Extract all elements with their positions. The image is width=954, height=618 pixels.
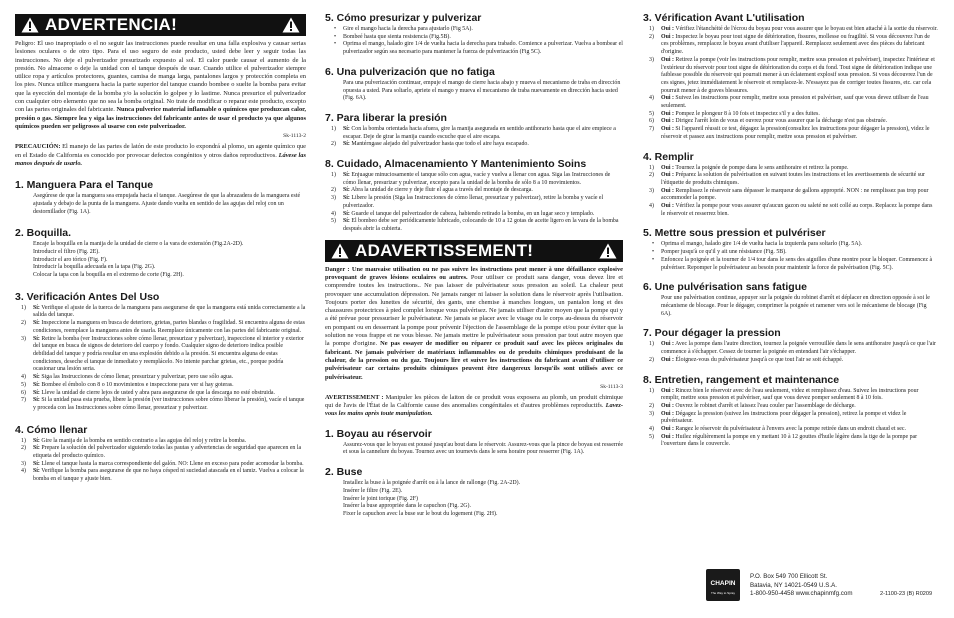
logo-subtext: The Way to Spray bbox=[711, 591, 735, 595]
item-number: 2) bbox=[649, 402, 654, 409]
item-number: 2) bbox=[331, 187, 336, 194]
item-text: El bombeo debe ser periódicamente lubricado, colocando de 10 a 12 gotas de aceite ligero en la vara de la bomba después abrir la cubierta. bbox=[343, 218, 619, 232]
check-list-es bbox=[15, 305, 306, 413]
item-number: 1) bbox=[21, 437, 26, 444]
list-item: • Oprima el mango, halado gire 1/4 de vuelta hacia la derecha para trabado. Comience a pulverizar. Vuelva a bombear el pulverizador según sea necesario para mantener la fuerza de pulverización (Fig 5C). bbox=[325, 41, 623, 56]
item-number: 3) bbox=[649, 410, 654, 417]
precaution-text: El manejo de las partes de latón de este producto lo expondrá al plomo, un agente químico que en el Estado de California es conocido por provocar defectos congénitos y otros daños reproductivos. bbox=[15, 143, 306, 159]
list-item: • Oprima el mango, halado gire 1/4 de vuelta hacia la izquierda para soltarlo (Fig. 5A). bbox=[643, 241, 938, 249]
list-item bbox=[643, 434, 938, 449]
item-key: Oui : bbox=[661, 126, 674, 133]
item-number: 1) bbox=[331, 125, 336, 132]
section-title: 7. Para liberar la presión bbox=[325, 111, 447, 124]
list-item bbox=[325, 187, 623, 195]
item-number: 4) bbox=[21, 374, 26, 381]
list-item bbox=[15, 382, 306, 390]
section-title: 3. Vérification Avant L'utilisation bbox=[643, 12, 805, 24]
item-key: Sí: bbox=[33, 320, 40, 327]
avert-italic: Lavez-vous les mains après toute manipulation. bbox=[325, 402, 623, 418]
item-number: 4) bbox=[649, 426, 654, 433]
item-key: Oui : bbox=[661, 172, 674, 179]
item-key: Oui : bbox=[661, 26, 674, 32]
list-item bbox=[643, 34, 938, 57]
item-number: 5) bbox=[649, 433, 654, 440]
item-text: Lleve la unidad de cierre lejos de usted y abra para asegurarse de que la descarga no esté obstruida. bbox=[41, 389, 275, 396]
step-line: Fixer le capuchon avec la buse sur le bout du logement (Fig. 2H). bbox=[343, 510, 498, 517]
list-item bbox=[15, 320, 306, 335]
list-item bbox=[325, 218, 623, 233]
list-item bbox=[643, 172, 938, 187]
item-text: Bombee el émbolo con 8 o 10 movimientos e inspeccione para ver si hay goteras. bbox=[41, 381, 234, 388]
item-text: Ouvrez le robinet d'arrêt et laissez l'eau couler par l'assemblage de décharge. bbox=[675, 402, 856, 409]
item-key: Oui : bbox=[661, 164, 674, 171]
item-number: 3) bbox=[21, 460, 26, 467]
item-number: 3) bbox=[649, 187, 654, 194]
list-item: • Enfoncez la poignée et la tourner de 1/4 tour dans le sens des aiguilles d'une montre pour la bloquer. Commencez à pulvériser. Repomper le pulvérisateur au besoin pour maintenir la force de pulvérisation (Fig. 5C). bbox=[643, 257, 938, 272]
item-key: Sí: bbox=[33, 397, 40, 404]
item-key: Oui : bbox=[661, 110, 674, 117]
item-key: Oui : bbox=[661, 402, 674, 409]
step-line: Encaje la boquilla en la manija de la unidad de cierre o la vara de extensión (Fig.2A-2D). bbox=[33, 241, 244, 248]
section-title: 6. Une pulvérisation sans fatigue bbox=[643, 281, 807, 294]
item-text: Con la bomba orientada hacia afuera, gire la manija asegurada en sentido antihorario hasta que el aire empiece a escapar. Deje de girar la manija cuando escuche que el aire escapa. bbox=[343, 125, 616, 140]
item-text: Dégagez la pression (suivez les instructions pour dégager la pression), retirez la pompe et videz le pulvérisateur. bbox=[661, 410, 907, 425]
item-text: Suivez les instructions pour remplir, mettre sous pression et pulvériser, sauf que vous devez utiliser de l'eau seulement. bbox=[661, 95, 929, 110]
item-key: Sí: bbox=[343, 172, 350, 179]
item-key: Oui : bbox=[661, 33, 674, 40]
item-number: 1) bbox=[331, 172, 336, 179]
item-number: 1) bbox=[649, 341, 654, 348]
item-text: Abra la unidad de cierre y deje fluir el agua a través del montaje de descarga. bbox=[351, 187, 533, 194]
section-title: 4. Cómo llenar bbox=[15, 423, 88, 436]
item-text: Guarde el tanque del pulverizador de cabeza, habiendo retirado la bomba, en un lugar seco y templado. bbox=[351, 210, 595, 217]
pressurize-list-fr bbox=[643, 241, 938, 272]
precaution-paragraph bbox=[15, 143, 306, 168]
item-text: Libere la presión (Siga las Instrucciones de cómo llenar, presurizar y pulverizar), retire la bomba y vacíe el pulverizador. bbox=[343, 195, 604, 209]
step-line: Insérer le filtre (Fig. 2E). bbox=[343, 487, 403, 494]
item-text: Prepare la solución del pulverizador siguiendo todas las pautas y advertencias de seguridad que aparecen en la etiqueta del producto químico. bbox=[33, 445, 302, 460]
list-item bbox=[643, 403, 938, 411]
item-text: Tournez la poignée de pompe dans le sens antihoraire et retirez la pompe. bbox=[675, 164, 849, 171]
item-number: 7) bbox=[21, 397, 26, 404]
section-title: 2. Buse bbox=[325, 466, 363, 479]
item-key: Sí: bbox=[33, 381, 40, 388]
item-text: Retirez la pompe (voir les instructions pour remplir, mettre sous pression et pulvériser), inspectez l'intérieur et l'extérieur du réservoir pour tout signe de détérioration du corps et du fond. Tout signe de détérioration indique une faiblesse possible du réservoir qui pourrait mener à un éclatement explosif sous pression. Si vous découvrez l'un de ces signes, jetez immédiatement le réservoir et remplacez-le. N'essayez pas de corriger toutes fissures, etc. car cela pourrait mener à de graves blessures. bbox=[661, 56, 935, 94]
item-text: Dirigez l'arrêt loin de vous et ouvrez pour vous assurer que la décharge n'est pas obstruée. bbox=[675, 118, 888, 125]
item-key: Oui : bbox=[661, 410, 674, 417]
item-key: Sí: bbox=[33, 374, 40, 381]
item-key: Oui : bbox=[661, 341, 674, 348]
list-item bbox=[643, 26, 938, 34]
item-number: 2) bbox=[649, 172, 654, 179]
chapin-logo bbox=[706, 569, 740, 601]
section-title: 2. Boquilla. bbox=[15, 227, 72, 240]
item-key: Oui : bbox=[661, 433, 674, 440]
item-key: Sí: bbox=[343, 218, 350, 225]
danger-paragraph bbox=[325, 266, 623, 382]
warning-banner-title: ADAVERTISSEMENT! bbox=[355, 240, 534, 260]
list-item bbox=[643, 388, 938, 403]
item-text: Verifique la bomba para asegurarse de que no haya césped ni suciedad atascada en el tamiz. Vuelva a colocar la bomba en el tanque y ajuste bien. bbox=[33, 468, 304, 483]
danger-code: Sk-1113-3 bbox=[600, 383, 623, 390]
nozzle-steps-fr bbox=[325, 480, 623, 519]
avert-text: Manipuler les pièces de laiton de ce produit vous exposera au plomb, un produit chimique qui de l'avis de l'État de la Californie cause des anomalies congénitales et d'autres problèmes reproductifs. bbox=[325, 393, 623, 410]
list-item bbox=[643, 357, 938, 365]
warning-triangle-icon bbox=[331, 243, 349, 259]
item-key: Sí: bbox=[343, 210, 350, 217]
part-code: 2-1100-23 (B) R0209 bbox=[880, 591, 933, 597]
item-number: 3) bbox=[649, 56, 654, 63]
list-item bbox=[643, 111, 938, 119]
danger-text: Pour utiliser ce produit sans danger, vous devez lire et comprendre toutes les instructions.. Ne pas laisser de pulvérisateur sous pression au soleil. La chaleur peut provoquer une accumulation dépression. Ne jamais ranger ni laisser la solution dans le réservoir après l'utilisation. Toujours porter des lunettes de sécurité, des gants, une chemise à manches longues, un pantalon long et des chaussures protectrices à pied complet lorsque vous pulvérisez. Ne jamais utiliser d'autre moyen que la pompe qui y a été prévue pour pressuriser le pulvérisateur. Ne jamais se placer avec le visage ou le corps au-dessus du réservoir en pompant ou en desserrant la pompe pour prévenir l'éjection de l'assemblage de la pompe et/ou pour éviter que la solution ne vous frappe et ne vous blesse. Ne jamais mettre le pulvérisateur sous pression par tout autre moyen que la pompe d'origine. bbox=[325, 273, 623, 348]
fill-list-fr bbox=[643, 165, 938, 219]
item-key: Oui : bbox=[661, 203, 674, 210]
section-text: Pour une pulvérisation continue, appuyer sur la poignée du robinet d'arrêt et déplacer en direction opposée à soi le mécanisme de blocage. Pour le dégager, comprimer la poignée et ramener vers soi le mécanisme de blocage (Fig 6A). bbox=[661, 295, 930, 317]
list-item bbox=[15, 397, 306, 412]
item-key: Sí: bbox=[343, 125, 350, 132]
item-number: 3) bbox=[21, 335, 26, 342]
warning-triangle-icon bbox=[599, 243, 617, 259]
warning-banner-es bbox=[15, 14, 306, 36]
section-title: 8. Cuidado, Almacenamiento Y Mantenimiento Soins bbox=[325, 158, 587, 171]
nozzle-steps-es bbox=[15, 241, 306, 280]
section-title: 6. Una pulverización que no fatiga bbox=[325, 65, 495, 78]
warning-text: Peligro: El uso inapropiado o el no seguir las instrucciones puede resultar en una falla explosiva y causar serias lesiones oculares o de otro tipo. Para el uso seguro de este producto, usted debe leer y seguir todas las instrucciones. No deje el pulverizador presurizado expuesto al sol. El calor puede causar el aumento de la presión. No almacene o deje la unidad con el tanque después de usar. Cuando utilice el pulverizador siempre utilice ropa y artículos protectores, guantes, camisa de manga larga, pantalones largos y protección completa en los pies. Nunca utilice manguera hacia la parte superior del tanque cuando bombee o suelte la bomba para evitar que la eyección del montaje de la bomba y/o la solución lo golpee y lo lastime. Nunca presurice el pulverizador con cualquier otro elemento que no sea la bomba original. No trate de modificar o reparar este producto, excepto con las partes originales del fabricante. bbox=[15, 40, 306, 114]
item-number: 2) bbox=[21, 320, 26, 327]
item-key: Oui : bbox=[661, 356, 674, 363]
avert-label: AVERTISSEMENT : bbox=[325, 393, 384, 401]
item-key: Sí: bbox=[33, 437, 40, 444]
list-item bbox=[15, 374, 306, 382]
list-item bbox=[643, 426, 938, 434]
item-number: 5) bbox=[331, 218, 336, 225]
step-line: Insérer la buse appropriée dans le capuchon (Fig. 2G). bbox=[343, 503, 471, 510]
item-key: Sí: bbox=[33, 389, 40, 396]
item-key: Sí: bbox=[343, 195, 350, 202]
warning-code: Sk-1113-2 bbox=[283, 133, 306, 140]
footer bbox=[706, 565, 946, 609]
warning-banner-title: ADVERTENCIA! bbox=[45, 15, 178, 34]
item-key: Sí: bbox=[33, 304, 40, 311]
section-title: 5. Mettre sous pression et pulvériser bbox=[643, 227, 826, 240]
list-item bbox=[643, 118, 938, 126]
address-line: 1-800-950-4458 www.chapinmfg.com bbox=[750, 590, 853, 597]
list-item bbox=[643, 188, 938, 203]
item-key: Sí: bbox=[343, 187, 350, 194]
step-line: Introducir la boquilla adecuada en la tapa (Fig. 2G). bbox=[33, 264, 156, 271]
list-item bbox=[15, 438, 306, 446]
item-text: Rincez bien le réservoir avec de l'eau seulement, videz et remplissez d'eau. Suivez les instructions pour remplir, mettre sous pression et pulvériser, sauf que vous devez pomper seulement 8 à 10 fois. bbox=[661, 387, 919, 402]
item-key: Oui : bbox=[661, 187, 674, 194]
item-number: 4) bbox=[649, 95, 654, 102]
section-text: Para una pulverización continuar, empuje el mango de cierre hacia abajo y mueva el mecanismo de traba en dirección opuesta a usted. Para soltarlo, apriete el mango y mueva el mecanismo de traba nuevamente en dirección hacia usted (Fig. 6A). bbox=[343, 79, 621, 102]
list-item: • Pomper jusqu'à ce qu'il y ait une résistance (Fig. 5B). bbox=[643, 249, 938, 257]
item-number: 4) bbox=[331, 210, 336, 217]
item-text: Inspectez le boyau pour tout signe de détérioration, fissures, mollesse ou fragilité. Si vous découvrez l'un de ces problèmes, remplacez le boyau avant d'utiliser l'appareil. Remplacez seulement avec des pièces du fabricant d'origine. bbox=[661, 33, 930, 56]
item-number: 7) bbox=[649, 126, 654, 133]
list-item: • Bombeé hasta que sienta resistencia (Fig.5B). bbox=[325, 34, 623, 42]
section-title: 1. Boyau au réservoir bbox=[325, 427, 432, 440]
item-number: 2) bbox=[649, 356, 654, 363]
item-number: 3) bbox=[331, 195, 336, 202]
section-title: 4. Remplir bbox=[643, 150, 694, 163]
item-key: Oui : bbox=[661, 56, 674, 63]
item-number: 2) bbox=[21, 445, 26, 452]
item-text: Gire la manija de la bomba en sentido contrario a las agujas del reloj y retire la bomba. bbox=[41, 437, 247, 444]
section-title: 5. Cómo presurizar y pulverizar bbox=[325, 12, 482, 24]
item-text: Retire la bomba (ver Instrucciones sobre cómo llenar, presurizar y pulverizar), inspeccione el interior y exterior del tanque en busca de signos de deterioro del cuerpo y fondo. Cualquier signo de deterioro indica posible debilidad del tanque y podría resultar en una explosión debido a la presión. Si encuentra alguna de estas condiciones, deseche el tanque de inmediato y reemplácelo. No intente parchar grietas, etc., porque podría ocasionar una lesión seria. bbox=[33, 335, 304, 373]
item-number: 1) bbox=[21, 304, 26, 311]
care-list-es bbox=[325, 172, 623, 234]
section-title: 1. Manguera Para el Tanque bbox=[15, 179, 154, 192]
list-item bbox=[325, 172, 623, 187]
item-key: Oui : bbox=[661, 426, 674, 433]
step-line: Introducir el aro tórico (Fig. F). bbox=[33, 256, 108, 263]
item-number: 6) bbox=[649, 118, 654, 125]
list-item bbox=[325, 211, 623, 219]
section-title: 7. Pour dégager la pression bbox=[643, 327, 781, 340]
pressurize-list-es bbox=[325, 26, 623, 57]
section-text: Assurez-vous que le boyau est poussé jusqu'au bout dans le réservoir. Assurez-vous que la pince de boyau est resserrée et sous la cannelure du boyau. Tournez avec un tournevis dans le sens horaire pour resserrer (Fig. 1A). bbox=[343, 441, 623, 456]
item-text: Mantérngase alejado del pulverizador hasta que todo el aire haya escapado. bbox=[351, 141, 529, 148]
list-item bbox=[643, 341, 938, 356]
item-number: 5) bbox=[21, 381, 26, 388]
item-key: Sí: bbox=[33, 335, 40, 342]
item-text: Avec la pompe dans l'autre direction, tournez la poignée verrouillée dans le sens antihoraire jusqu'à ce que l'air commence à s'échapper. Cessez de tourner la poignée en entendant l'air s'échapper. bbox=[661, 341, 936, 356]
item-text: Huilez régulièrement la pompe en y mettant 10 à 12 gouttes d'huile légère dans la tige de la pompe par l'ouverture dans le couvercle. bbox=[661, 433, 918, 448]
item-text: Vérifiez l'étanchéité de l'écrou du boyau pour vous assurer que le boyau est bien attaché à la sortie du réservoir. bbox=[675, 26, 938, 32]
release-list-fr bbox=[643, 341, 938, 364]
check-list-fr bbox=[643, 26, 938, 142]
item-text: Si l'appareil réussit ce test, dégagez la pression(consultez les instructions pour dégager la pression), videz le réservoir et passez aux instructions pour remplir, mettre sous pression et pulvériser. bbox=[661, 126, 930, 140]
item-text: Inspeccione la manguera en busca de deterioro, grietas, partes blandas o fragilidad. Si encuentra alguna de estas condiciones, reemplace la manguera antes de usarla. Reemplace únicamente con las partes del fabricante original. bbox=[33, 320, 305, 334]
item-text: Enjuague minuciosamente el tanque sólo con agua, vacíe y vuelva a llenar con agua. Siga las Instrucciones de cómo llenar, presurizar y pulverizar, excepto para la unidad de la bomba de sólo 8 a 10 movimientos. bbox=[343, 172, 611, 186]
warning-triangle-icon bbox=[282, 17, 300, 33]
step-line: Introducir el filtro (Fig. 2E). bbox=[33, 248, 100, 255]
item-text: Vérifiez la pompe pour vous assurer qu'aucun gazon ou saleté ne soit collé au corps. Replacez la pompe dans le réservoir et resserrez bien. bbox=[661, 203, 933, 217]
item-number: 2) bbox=[649, 33, 654, 40]
item-number: 1) bbox=[649, 26, 654, 32]
list-item bbox=[15, 305, 306, 320]
step-line: Colocar la tapa con la boquilla en el extremo de corte (Fig. 2H). bbox=[33, 272, 184, 279]
item-text: Llene el tanque hasta la marca correspondiente del galón. NO: Llene en exceso para poder acomodar la bomba. bbox=[41, 460, 304, 467]
fill-list-es bbox=[15, 438, 306, 484]
warning-triangle-icon bbox=[21, 17, 39, 33]
list-item bbox=[643, 411, 938, 426]
warning-paragraph bbox=[15, 40, 306, 131]
avert-paragraph bbox=[325, 394, 623, 419]
list-item bbox=[325, 195, 623, 210]
item-text: Pompez le plongeur 8 à 10 fois et inspectez s'il y a des fuites. bbox=[675, 110, 820, 117]
list-item bbox=[643, 95, 938, 110]
section-text: Asegúrese de que la manguera sea empujada hacia el tanque. Asegúrese de que la abrazadera de la manguera esté ajustada y debajo de la punta de la manguera. Ajuste dando vuelta en sentido de las agujas del reloj con un destornillador (Fig. 1A). bbox=[33, 193, 301, 215]
danger-bold: Danger : Une mauvaise utilisation ou ne pas suivre les instructions peut mener à une défaillance explosive provoquant de graves lésions oculaires ou autres. bbox=[325, 265, 623, 281]
list-item bbox=[325, 126, 623, 141]
item-key: Oui : bbox=[661, 118, 674, 125]
list-item bbox=[643, 165, 938, 173]
item-number: 4) bbox=[21, 468, 26, 475]
spanish-column-1 bbox=[15, 14, 306, 484]
warning-banner-fr bbox=[325, 240, 623, 262]
item-key: Oui : bbox=[661, 95, 674, 102]
company-address bbox=[750, 573, 853, 599]
danger-bold2: Ne pas essayer de modifier ou réparer ce produit sauf avec les pièces originales du fabricant. Ne jamais pulvériser de matériaux inflammables ou de produits chimiques produisant de la chaleur, de la pression ou du gaz. Toujours lire et suivre les instructions du fabricant avant d'utiliser ce pulvérisateur car certains produits chimiques peuvent être dangereux lorsqu'ils sont utilisés avec ce pulvérisateur. bbox=[325, 340, 623, 381]
french-column-3 bbox=[643, 12, 938, 449]
item-number: 5) bbox=[649, 110, 654, 117]
list-item bbox=[15, 336, 306, 375]
section-title: 3. Verificación Antes Del Uso bbox=[15, 290, 160, 303]
item-key: Sí: bbox=[33, 460, 40, 467]
item-key: Sí: bbox=[33, 445, 40, 452]
item-text: Rangez le réservoir du pulvérisateur à l'envers avec la pompe retirée dans un endroit chaud et sec. bbox=[675, 426, 906, 433]
logo-text: CHAPIN bbox=[710, 580, 736, 587]
warning-bold-text: Nunca pulverice material inflamable o químicos que produzcan calor, presión o gas. Siempre lea y siga las instrucciones del fabricante antes de usar el producto ya que algunos químicos pueden ser peligrosos al usarse con este pulverizador. bbox=[15, 106, 306, 130]
section-title: 8. Entretien, rangement et maintenance bbox=[643, 373, 840, 386]
step-line: Insérer le joint torique (Fig. 2F) bbox=[343, 495, 418, 502]
item-text: Si la unidad pasa esta prueba, libere la presión (ver instrucciones sobre cómo liberar la presión), vacíe el tanque y proceda con las Instrucciones sobre cómo llenar, presurizar y pulverizar. bbox=[33, 397, 305, 411]
item-number: 1) bbox=[649, 387, 654, 394]
list-item bbox=[643, 126, 938, 141]
mixed-column-2 bbox=[325, 12, 623, 519]
item-number: 6) bbox=[21, 389, 26, 396]
item-number: 2) bbox=[331, 141, 336, 148]
address-line: P.O. Box 549 700 Ellicott St. bbox=[750, 573, 828, 580]
item-number: 4) bbox=[649, 203, 654, 210]
list-item bbox=[325, 141, 623, 149]
precaution-label: PRECAUCIÓN: bbox=[15, 143, 61, 151]
list-item bbox=[643, 203, 938, 218]
item-text: Verifique el ajuste de la tuerca de la manguera para asegurarse de que la manguera está unida correctamente a la salida del tanque. bbox=[33, 304, 306, 319]
item-text: Siga las Instrucciones de cómo llenar, presurizar y pulverizar, pero use sólo agua. bbox=[41, 374, 234, 381]
item-text: Préparez la solution de pulvérisation en suivant toutes les instructions et les avertissements de sécurité sur l'étiquette de produits chimiques. bbox=[661, 172, 925, 186]
address-line: Batavia, NY 14021-0549 U.S.A. bbox=[750, 581, 837, 589]
item-text: Éloignez-vous du pulvérisateur jusqu'à ce que tout l'air se soit échappé. bbox=[675, 356, 844, 363]
list-item: • Gire el mango hacia la derecha para ajustarlo (Fig 5A). bbox=[325, 26, 623, 34]
precaution-italic: Lávese las manos después de usarlo. bbox=[15, 151, 306, 167]
care-list-fr bbox=[643, 388, 938, 450]
item-text: Remplissez le réservoir sans dépasser le marqueur de gallons approprié. NON : ne remplissez pas trop pour accommoder la pompe. bbox=[661, 187, 929, 202]
list-item bbox=[643, 57, 938, 96]
list-item bbox=[15, 445, 306, 460]
release-list-es bbox=[325, 126, 623, 149]
item-key: Oui : bbox=[661, 387, 674, 394]
item-number: 1) bbox=[649, 164, 654, 171]
step-line: Installez la buse à la poignée d'arrêt ou à la lance de rallonge (Fig. 2A-2D). bbox=[343, 480, 521, 487]
list-item bbox=[15, 468, 306, 483]
item-key: Sí: bbox=[33, 468, 40, 475]
item-key: Sí: bbox=[343, 141, 350, 148]
